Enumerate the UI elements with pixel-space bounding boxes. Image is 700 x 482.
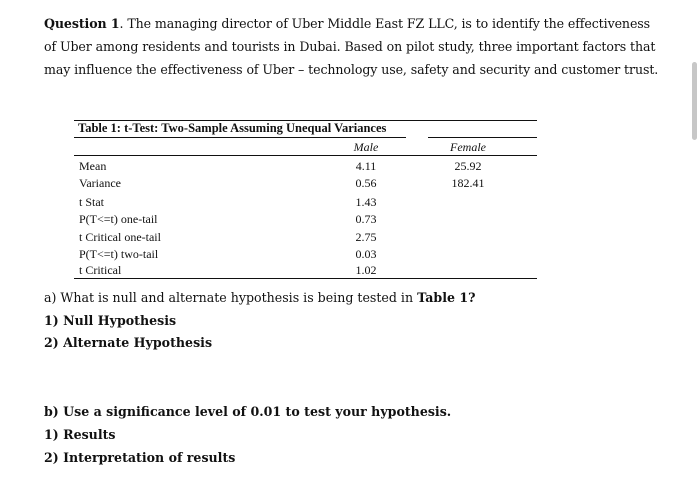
cell-mean-female: 25.92	[454, 159, 482, 173]
question-body: . The managing director of Uber Middle East FZ LLC, is to identify the effectiveness of Uber among residents and tourists in Dubai. Based on pilot study, three important factors that may influence the effectiveness of Uber – technology use, safety and security and customer trust.	[44, 16, 659, 77]
row-label-tstat: t Stat	[79, 195, 105, 209]
part-a-prompt	[44, 290, 476, 306]
header-rule	[74, 155, 537, 156]
part-a-item-1: 1) Null Hypothesis	[44, 313, 177, 328]
caption-rule-right	[428, 137, 537, 138]
row-label-p-two-tail: P(T<=t) two-tail	[79, 247, 159, 261]
cell-t-critical-male: 1.02	[355, 263, 377, 277]
cell-p-one-tail-male: 0.73	[355, 212, 377, 226]
question-text	[44, 12, 662, 81]
table-caption: Table 1: t-Test: Two-Sample Assuming Unequal Variances	[78, 121, 387, 135]
part-b-item-1: 1) Results	[44, 427, 116, 442]
vertical-scrollbar[interactable]	[692, 62, 697, 140]
cell-variance-male: 0.56	[355, 176, 377, 190]
cell-mean-male: 4.11	[355, 159, 377, 173]
row-label-t-critical: t Critical	[79, 263, 122, 277]
cell-variance-female: 182.41	[451, 176, 485, 190]
header-male: Male	[353, 140, 379, 154]
caption-rule	[74, 137, 406, 138]
row-label-p-one-tail: P(T<=t) one-tail	[79, 212, 158, 226]
part-b-prompt: b) Use a significance level of 0.01 to test your hypothesis.	[44, 404, 452, 419]
question-number: Question 1	[44, 16, 120, 31]
header-female: Female	[450, 140, 486, 154]
cell-p-two-tail-male: 0.03	[355, 247, 377, 261]
cell-tstat-male: 1.43	[355, 195, 377, 209]
part-a-item-2: 2) Alternate Hypothesis	[44, 335, 213, 350]
row-label-t-critical-one-tail: t Critical one-tail	[79, 230, 161, 244]
part-b-item-2: 2) Interpretation of results	[44, 450, 236, 465]
part-a-table-ref: Table 1?	[417, 290, 476, 305]
row-label-mean: Mean	[79, 159, 107, 173]
table-bottom-rule	[74, 278, 537, 279]
row-label-variance: Variance	[79, 176, 121, 190]
part-a-text: a) What is null and alternate hypothesis is being tested in	[44, 290, 418, 305]
cell-t-critical-one-tail-male: 2.75	[355, 230, 377, 244]
